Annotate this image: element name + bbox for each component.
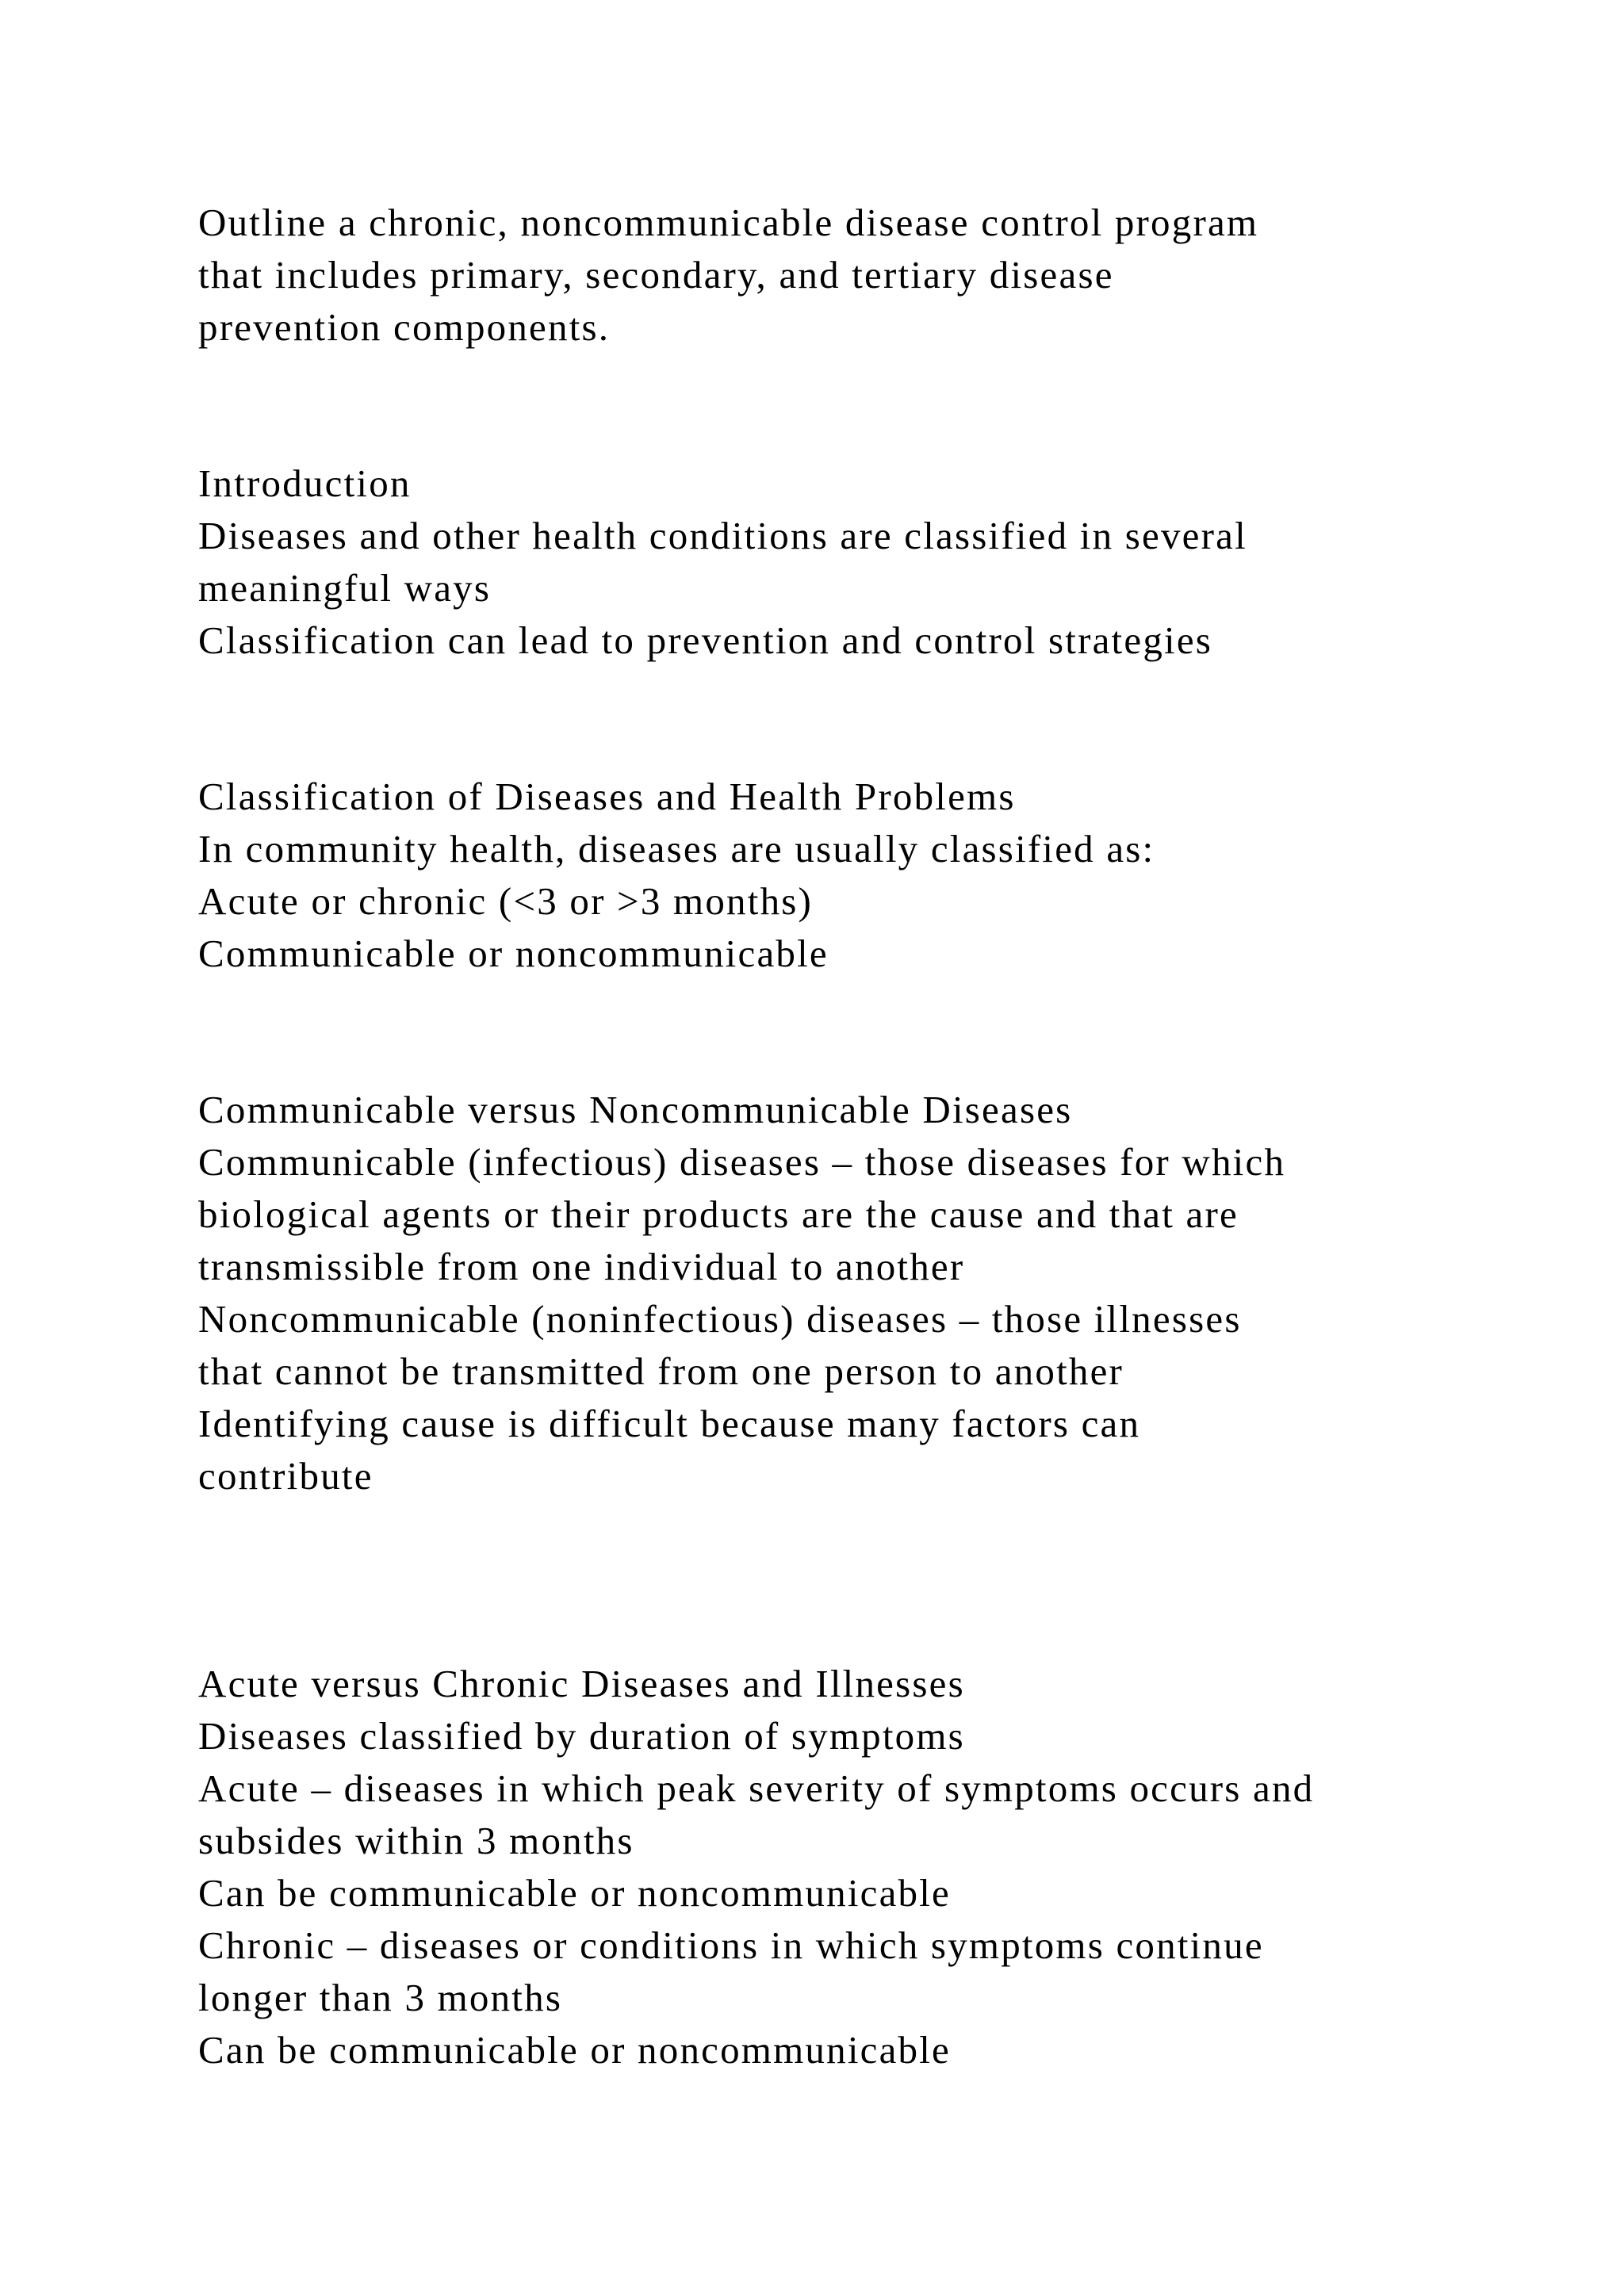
section-line: Communicable or noncommunicable [198, 932, 829, 975]
prompt-line: prevention components. [198, 305, 611, 349]
section-line: In community health, diseases are usually classified as: [198, 827, 1155, 871]
section-line: meaningful ways [198, 566, 492, 610]
section-line: Acute – diseases in which peak severity of symptoms occurs and [198, 1766, 1315, 1810]
section-line: longer than 3 months [198, 1976, 563, 2019]
section-line: transmissible from one individual to another [198, 1245, 965, 1288]
section-line: Can be communicable or noncommunicable [198, 1871, 951, 1915]
section-line: biological agents or their products are the cause and that are [198, 1192, 1239, 1236]
section-line: Can be communicable or noncommunicable [198, 2028, 951, 2072]
section-line: Classification can lead to prevention and control strategies [198, 618, 1213, 662]
section-line: Identifying cause is difficult because many factors can [198, 1402, 1141, 1445]
section-line: contribute [198, 1454, 373, 1498]
prompt-line: that includes primary, secondary, and tertiary disease [198, 253, 1114, 297]
section-line: Diseases classified by duration of symptoms [198, 1714, 965, 1758]
section-line: subsides within 3 months [198, 1819, 634, 1862]
section-line: Chronic – diseases or conditions in which symptoms continue [198, 1923, 1264, 1967]
section-heading-acute-chronic: Acute versus Chronic Diseases and Illnesses [198, 1662, 965, 1705]
section-line: Diseases and other health conditions are classified in several [198, 514, 1247, 557]
section-heading-introduction: Introduction [198, 461, 412, 505]
section-line: that cannot be transmitted from one person to another [198, 1349, 1124, 1393]
section-heading-communicable: Communicable versus Noncommunicable Diseases [198, 1088, 1073, 1131]
section-heading-classification: Classification of Diseases and Health Problems [198, 775, 1016, 818]
section-line: Noncommunicable (noninfectious) diseases – those illnesses [198, 1297, 1242, 1341]
prompt-line: Outline a chronic, noncommunicable disease control program [198, 201, 1259, 244]
section-line: Acute or chronic (<3 or >3 months) [198, 879, 814, 923]
section-line: Communicable (infectious) diseases – those diseases for which [198, 1140, 1286, 1184]
